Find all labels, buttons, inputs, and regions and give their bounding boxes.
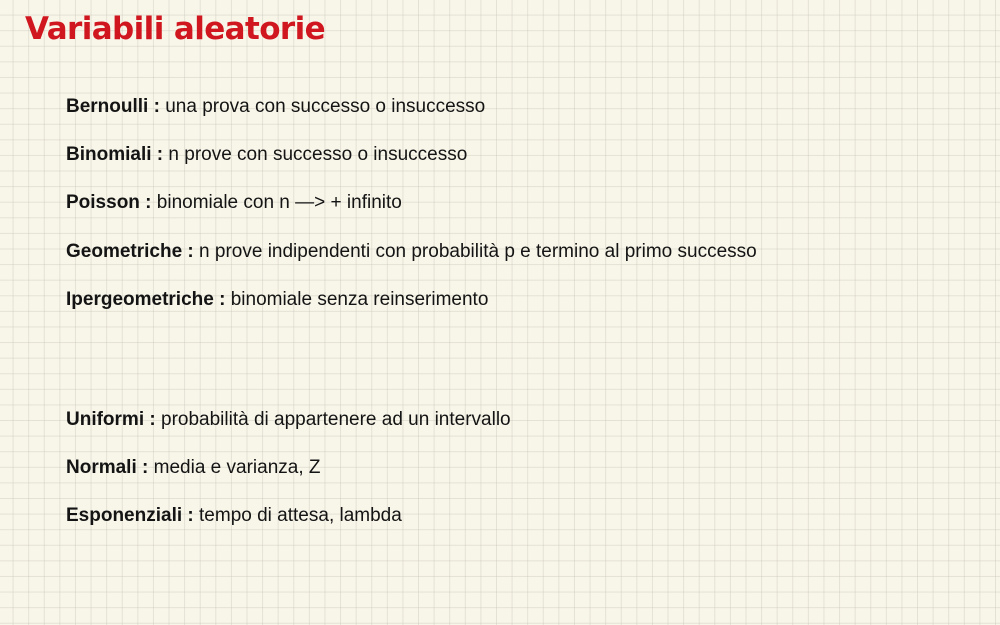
list-item-bernoulli — [66, 95, 757, 119]
term-label: Uniformi : — [66, 409, 156, 430]
term-label: Normali : — [66, 457, 149, 479]
term-description: una prova con successo o insuccesso — [159, 96, 486, 117]
term-label: Geometriche : — [66, 240, 194, 262]
discrete-variables-list — [66, 95, 757, 336]
list-item-uniformi — [66, 408, 511, 432]
page-title: Variabili aleatorie — [25, 11, 326, 47]
term-label: Bernoulli : — [66, 96, 160, 117]
term-description: probabilità di appartenere ad un intervallo — [155, 409, 511, 430]
term-label: Binomiali : — [66, 144, 164, 166]
continuous-variables-list — [66, 408, 511, 553]
term-label: Ipergeometriche : — [66, 288, 226, 310]
term-description: tempo di attesa, lambda — [193, 505, 402, 527]
term-description: binomiale con n —> + infinito — [151, 192, 402, 214]
term-description: n prove con successo o insuccesso — [163, 144, 468, 166]
term-description: media e varianza, Z — [148, 457, 321, 479]
term-label: Poisson : — [66, 192, 152, 214]
list-item-geometriche — [66, 240, 757, 264]
list-item-binomiali — [66, 143, 757, 167]
term-description: n prove indipendenti con probabilità p e termino al primo successo — [193, 240, 757, 262]
list-item-normali — [66, 456, 511, 480]
list-item-poisson — [66, 191, 757, 215]
term-description: binomiale senza reinserimento — [225, 288, 489, 310]
term-label: Esponenziali : — [66, 505, 194, 527]
list-item-esponenziali — [66, 504, 511, 528]
list-item-ipergeometriche — [66, 288, 757, 312]
